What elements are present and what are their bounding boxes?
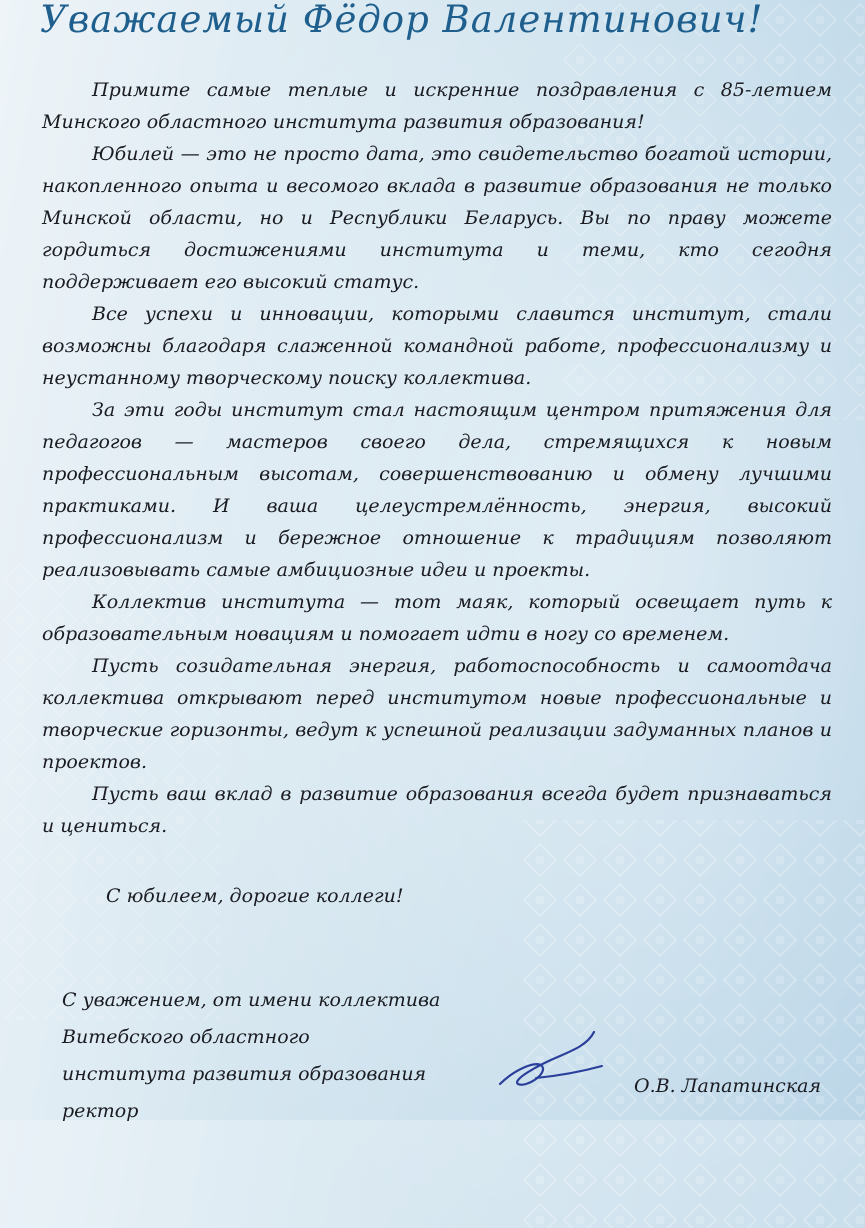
sign-off-line: института развития образования [62, 1063, 427, 1085]
letter-paragraph: Коллектив института — тот маяк, который освещает путь к образовательным новациям и помогает идти в ногу со временем. [42, 591, 832, 645]
letter-closing: С юбилеем, дорогие коллеги! [106, 885, 404, 907]
sign-off-line: С уважением, от имени коллектива [62, 989, 441, 1011]
letter-paragraph: Пусть ваш вклад в развитие образования всегда будет признаваться и цениться. [42, 783, 832, 837]
letter-body [42, 74, 832, 842]
letter-salutation: Уважаемый Фёдор Валентинович! [40, 0, 764, 41]
signer-name: О.В. Лапатинская [634, 1075, 822, 1097]
letter-paragraph: Пусть созидательная энергия, работоспособность и самоотдача коллектива открывают перед институтом новые профессиональные и творческие горизонты, ведут к успешной реализации задуманных планов и проектов. [42, 655, 832, 773]
sign-off-title: ректор [62, 1100, 139, 1122]
sign-off-line: Витебского областного [62, 1026, 310, 1048]
letter-paragraph: Юбилей — это не просто дата, это свидетельство богатой истории, накопленного опыта и весомого вклада в развитие образования не только Минской области, но и Республики Беларусь. Вы по праву можете гордиться достижениями института и теми, кто сегодня поддерживает его высокий статус. [42, 143, 832, 293]
letter-paragraph: Примите самые теплые и искренние поздравления с 85-летием Минского областного института развития образования! [42, 79, 832, 133]
letter-paragraph: За эти годы институт стал настоящим центром притяжения для педагогов — мастеров своего дела, стремящихся к новым профессиональным высотам, совершенствованию и обмену лучшими практиками. И ваша целеустремлённость, энергия, высокий профессионализм и бережное отношение к традициям позволяют реализовывать самые амбициозные идеи и проекты. [42, 399, 832, 581]
handwritten-signature [496, 1026, 606, 1096]
letter-paragraph: Все успехи и инновации, которыми славится институт, стали возможны благодаря слаженной командной работе, профессионализму и неустанному творческому поиску коллектива. [42, 303, 832, 389]
sign-off-block [62, 982, 440, 1130]
